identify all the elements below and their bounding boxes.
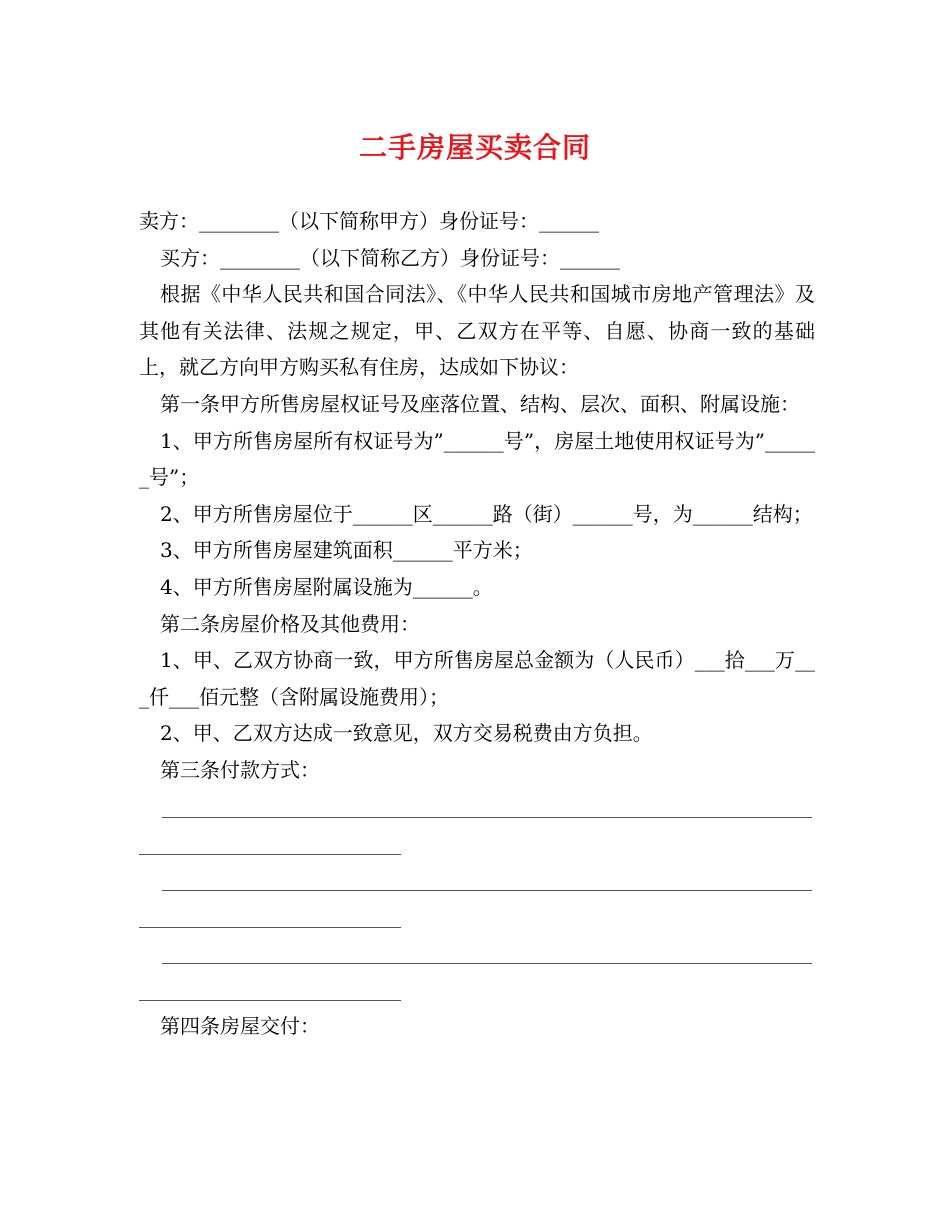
fill-in-line bbox=[162, 890, 812, 891]
article-4-heading: 第四条房屋交付： bbox=[160, 1014, 320, 1039]
buyer-line: 买方：________（以下简称乙方）身份证号：______ bbox=[160, 245, 620, 270]
article-2-item-2: 2、甲、乙双方达成一致意见，双方交易税费由方负担。 bbox=[160, 721, 653, 746]
article-3-heading: 第三条付款方式： bbox=[160, 757, 320, 782]
preamble-paragraph: 根据《中华人民共和国合同法》、《中华人民共和国城市房地产管理法》及其他有关法律、法规之规定，甲、乙双方在平等、自愿、协商一致的基础上，就乙方向甲方购买私有住房，达成如下协议： bbox=[139, 282, 815, 380]
fill-in-blank-1 bbox=[139, 789, 815, 862]
article-1-item-4: 4、甲方所售房屋附属设施为______。 bbox=[160, 574, 493, 599]
fill-in-blank-2 bbox=[139, 862, 815, 935]
article-2-item-1: 1、甲、乙双方协商一致，甲方所售房屋总金额为（人民币）___拾___万___仟___佰元整（含附属设施费用）； bbox=[139, 648, 815, 709]
article-1-item-3: 3、甲方所售房屋建筑面积______平方米； bbox=[160, 538, 533, 563]
fill-in-blank-3 bbox=[139, 935, 815, 1008]
seller-line: 卖方：________（以下简称甲方）身份证号：______ bbox=[139, 209, 599, 233]
fill-in-line bbox=[139, 854, 401, 855]
article-1-heading: 第一条甲方所售房屋权证号及座落位置、结构、层次、面积、附属设施： bbox=[160, 391, 800, 416]
fill-in-line bbox=[139, 1000, 401, 1001]
fill-in-line bbox=[139, 927, 401, 928]
contract-body bbox=[139, 203, 815, 1045]
article-2-heading: 第二条房屋价格及其他费用： bbox=[160, 611, 420, 636]
fill-in-line bbox=[162, 817, 812, 818]
article-1-item-1: 1、甲方所售房屋所有权证号为”______号”，房屋土地使用权证号为”______号”； bbox=[139, 428, 815, 490]
fill-in-line bbox=[162, 963, 812, 964]
contract-title: 二手房屋买卖合同 bbox=[358, 131, 591, 164]
article-1-item-2: 2、甲方所售房屋位于______区______路（街）______号，为______结构； bbox=[160, 501, 813, 526]
